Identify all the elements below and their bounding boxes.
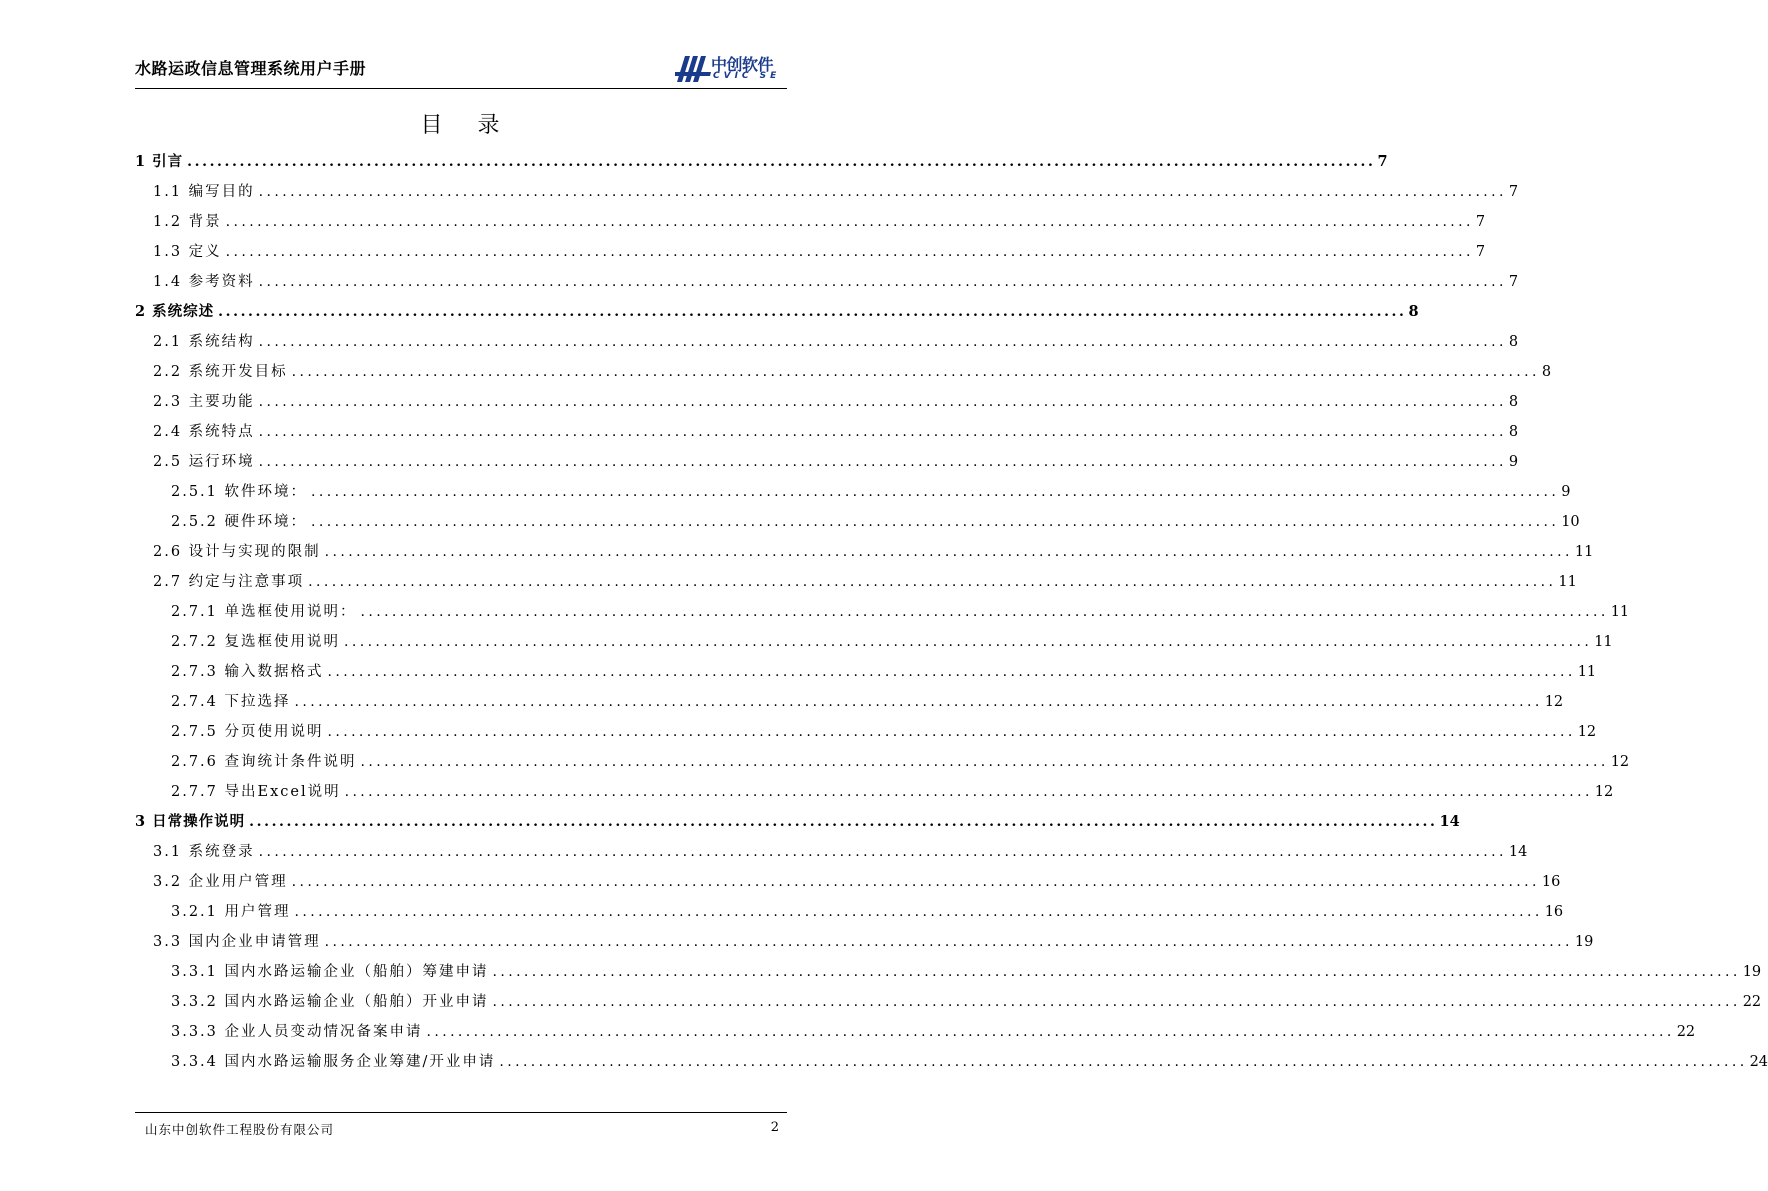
toc-leader-dots: ............................................................................................................................................................... xyxy=(258,424,1507,440)
toc-entry-page: 8 xyxy=(1508,394,1519,410)
toc-entry-page: 12 xyxy=(1594,784,1614,800)
toc-entry-label: 2.2 系统开发目标 xyxy=(153,364,288,380)
toc-entry-label: 3.1 系统登录 xyxy=(153,844,255,860)
toc-entry-page: 16 xyxy=(1544,904,1564,920)
page-header xyxy=(135,46,787,89)
toc-entry[interactable] xyxy=(153,172,1519,202)
logo-mark-icon xyxy=(675,56,711,82)
toc-entry[interactable] xyxy=(171,502,1580,532)
toc-heading: 目 录 xyxy=(420,113,514,138)
toc-leader-dots: ............................................................................................................................................................... xyxy=(294,694,1543,710)
toc-leader-dots: ............................................................................................................................................................... xyxy=(308,574,1557,590)
toc-leader-dots: ............................................................................................................................................................... xyxy=(344,634,1593,650)
toc-entry[interactable] xyxy=(171,742,1630,772)
toc-leader-dots: ............................................................................................................................................................... xyxy=(360,754,1609,770)
toc-leader-dots: ............................................................................................................................................................... xyxy=(311,484,1560,500)
toc-entry-label: 2.7.7 导出Excel说明 xyxy=(171,784,341,800)
toc-leader-dots: ............................................................................................................................................................... xyxy=(324,544,1573,560)
toc-entry-label: 3.3.2 国内水路运输企业（船舶）开业申请 xyxy=(171,994,489,1010)
toc-entry-label: 1.1 编写目的 xyxy=(153,184,255,200)
toc-leader-dots: ............................................................................................................................................................... xyxy=(492,994,1741,1010)
toc-entry-page: 12 xyxy=(1577,724,1597,740)
toc-entry-page: 19 xyxy=(1574,934,1594,950)
document-title: 水路运政信息管理系统用户手册 xyxy=(135,59,367,78)
toc-entry-page: 9 xyxy=(1561,484,1571,500)
toc-entry[interactable] xyxy=(171,472,1571,502)
toc-entry-page: 19 xyxy=(1742,964,1762,980)
toc-entry-label: 2.7.6 查询统计条件说明 xyxy=(171,754,357,770)
toc-entry-page: 22 xyxy=(1676,1024,1696,1040)
toc-entry[interactable] xyxy=(153,232,1486,262)
toc-leader-dots: ............................................................................................................................................................... xyxy=(258,274,1507,290)
toc-entry-page: 8 xyxy=(1408,303,1419,320)
toc-leader-dots: ............................................................................................................................................................... xyxy=(492,964,1741,980)
toc-entry[interactable] xyxy=(135,292,1419,322)
toc-leader-dots: ............................................................................................................................................................... xyxy=(258,454,1507,470)
toc-entry-label: 3.3 国内企业申请管理 xyxy=(153,934,321,950)
toc-leader-dots: ............................................................................................................................................................... xyxy=(426,1024,1675,1040)
toc-entry-label: 2.7.3 输入数据格式 xyxy=(171,664,324,680)
toc-entry-label: 2 系统综述 xyxy=(135,303,215,320)
toc-entry-label: 2.6 设计与实现的限制 xyxy=(153,544,321,560)
toc-entry-page: 7 xyxy=(1508,274,1519,290)
toc-entry-label: 2.7 约定与注意事项 xyxy=(153,574,305,590)
toc-entry-page: 11 xyxy=(1594,634,1613,650)
toc-entry-page: 11 xyxy=(1610,604,1630,620)
toc-entry[interactable] xyxy=(171,982,1762,1012)
toc-leader-dots: ............................................................................................................................................................... xyxy=(218,304,1407,320)
toc-entry-page: 14 xyxy=(1508,844,1528,860)
toc-leader-dots: ............................................................................................................................................................... xyxy=(258,844,1507,860)
toc-entry-label: 1.3 定义 xyxy=(153,244,222,260)
toc-entry-label: 2.5.1 软件环境： xyxy=(171,484,308,500)
toc-entry[interactable] xyxy=(153,862,1561,892)
toc-entry-page: 8 xyxy=(1508,334,1519,350)
toc-entry-page: 7 xyxy=(1475,214,1486,230)
toc-entry[interactable] xyxy=(153,412,1519,442)
footer-page-number: 2 xyxy=(770,1120,779,1135)
toc-leader-dots: ............................................................................................................................................................... xyxy=(225,244,1474,260)
toc-entry[interactable] xyxy=(153,322,1519,352)
toc-entry-label: 3.3.1 国内水路运输企业（船舶）筹建申请 xyxy=(171,964,489,980)
toc-entry-label: 3.3.3 企业人员变动情况备案申请 xyxy=(171,1024,423,1040)
toc-entry-label: 3.2 企业用户管理 xyxy=(153,874,288,890)
toc-entry[interactable] xyxy=(171,772,1614,802)
toc-entry[interactable] xyxy=(171,712,1597,742)
toc-leader-dots: ............................................................................................................................................................... xyxy=(499,1054,1748,1070)
toc-entry-page: 12 xyxy=(1610,754,1630,770)
toc-entry-page: 7 xyxy=(1377,153,1388,170)
toc-entry-label: 2.1 系统结构 xyxy=(153,334,255,350)
toc-entry-label: 1 引言 xyxy=(135,153,184,170)
toc-entry-label: 2.7.1 单选框使用说明： xyxy=(171,604,357,620)
toc-entry-label: 2.3 主要功能 xyxy=(153,394,255,410)
toc-entry-page: 11 xyxy=(1577,664,1597,680)
page-footer xyxy=(135,1112,787,1143)
toc-entry-page: 8 xyxy=(1508,424,1519,440)
toc-entry-page: 8 xyxy=(1541,364,1552,380)
toc-entry-page: 24 xyxy=(1749,1054,1768,1070)
toc-entry[interactable] xyxy=(171,892,1564,922)
toc-entry[interactable] xyxy=(153,562,1577,592)
toc-leader-dots: ............................................................................................................................................................... xyxy=(311,514,1560,530)
toc-entry-page: 10 xyxy=(1561,514,1580,530)
toc-leader-dots: ............................................................................................................................................................... xyxy=(249,814,1438,830)
toc-leader-dots: ............................................................................................................................................................... xyxy=(327,664,1576,680)
logo-subtext: CVIC SE xyxy=(713,71,781,81)
toc-leader-dots: ............................................................................................................................................................... xyxy=(360,604,1609,620)
toc-leader-dots: ............................................................................................................................................................... xyxy=(258,334,1507,350)
toc-leader-dots: ............................................................................................................................................................... xyxy=(324,934,1573,950)
toc-entry-label: 2.4 系统特点 xyxy=(153,424,255,440)
toc-entry[interactable] xyxy=(153,832,1528,862)
toc-entry-page: 11 xyxy=(1574,544,1594,560)
toc-entry[interactable] xyxy=(171,952,1762,982)
toc-leader-dots: ............................................................................................................................................................... xyxy=(187,154,1376,170)
toc-entry-label: 3.2.1 用户管理 xyxy=(171,904,291,920)
toc-entry[interactable] xyxy=(135,142,1388,172)
toc-leader-dots: ............................................................................................................................................................... xyxy=(225,214,1474,230)
toc-leader-dots: ............................................................................................................................................................... xyxy=(291,874,1540,890)
logo-text: 中创软件 xyxy=(711,55,774,74)
toc-entry[interactable] xyxy=(153,202,1486,232)
toc-leader-dots: ............................................................................................................................................................... xyxy=(258,184,1507,200)
toc-entry[interactable] xyxy=(171,1012,1696,1042)
toc-entry-page: 9 xyxy=(1508,454,1519,470)
toc-entry[interactable] xyxy=(171,1042,1768,1072)
toc-entry-label: 2.5.2 硬件环境： xyxy=(171,514,308,530)
toc-entry[interactable] xyxy=(153,922,1594,952)
toc-entry[interactable] xyxy=(153,382,1519,412)
toc-entry[interactable] xyxy=(171,592,1630,622)
toc-leader-dots: ............................................................................................................................................................... xyxy=(327,724,1576,740)
toc-entry-label: 2.7.5 分页使用说明 xyxy=(171,724,324,740)
toc-entry[interactable] xyxy=(171,652,1597,682)
toc-entry[interactable] xyxy=(153,442,1519,472)
toc-leader-dots: ............................................................................................................................................................... xyxy=(258,394,1507,410)
toc-entry-page: 16 xyxy=(1541,874,1561,890)
toc-entry-label: 1.4 参考资料 xyxy=(153,274,255,290)
toc-leader-dots: ............................................................................................................................................................... xyxy=(291,364,1540,380)
footer-company: 山东中创软件工程股份有限公司 xyxy=(145,1122,335,1137)
toc-leader-dots: ............................................................................................................................................................... xyxy=(294,904,1543,920)
toc-entry-page: 14 xyxy=(1439,813,1460,830)
toc-entry[interactable] xyxy=(171,682,1564,712)
toc-entry-label: 3 日常操作说明 xyxy=(135,813,246,830)
toc-entry[interactable] xyxy=(135,802,1460,832)
toc-entry-page: 22 xyxy=(1742,994,1762,1010)
toc-entry-label: 2.5 运行环境 xyxy=(153,454,255,470)
toc-entry-page: 11 xyxy=(1558,574,1577,590)
toc-entry[interactable] xyxy=(153,532,1594,562)
toc-entry[interactable] xyxy=(171,622,1613,652)
toc-entry-page: 7 xyxy=(1475,244,1486,260)
toc-entry-label: 1.2 背景 xyxy=(153,214,222,230)
toc-entry-label: 2.7.4 下拉选择 xyxy=(171,694,291,710)
toc-leader-dots: ............................................................................................................................................................... xyxy=(344,784,1593,800)
company-logo xyxy=(675,52,787,86)
toc-entry-label: 2.7.2 复选框使用说明 xyxy=(171,634,341,650)
toc-entry[interactable] xyxy=(153,262,1519,292)
toc-entry-page: 12 xyxy=(1544,694,1564,710)
toc-entry-page: 7 xyxy=(1508,184,1519,200)
toc-entry-label: 3.3.4 国内水路运输服务企业筹建/开业申请 xyxy=(171,1054,496,1070)
toc-entry[interactable] xyxy=(153,352,1552,382)
